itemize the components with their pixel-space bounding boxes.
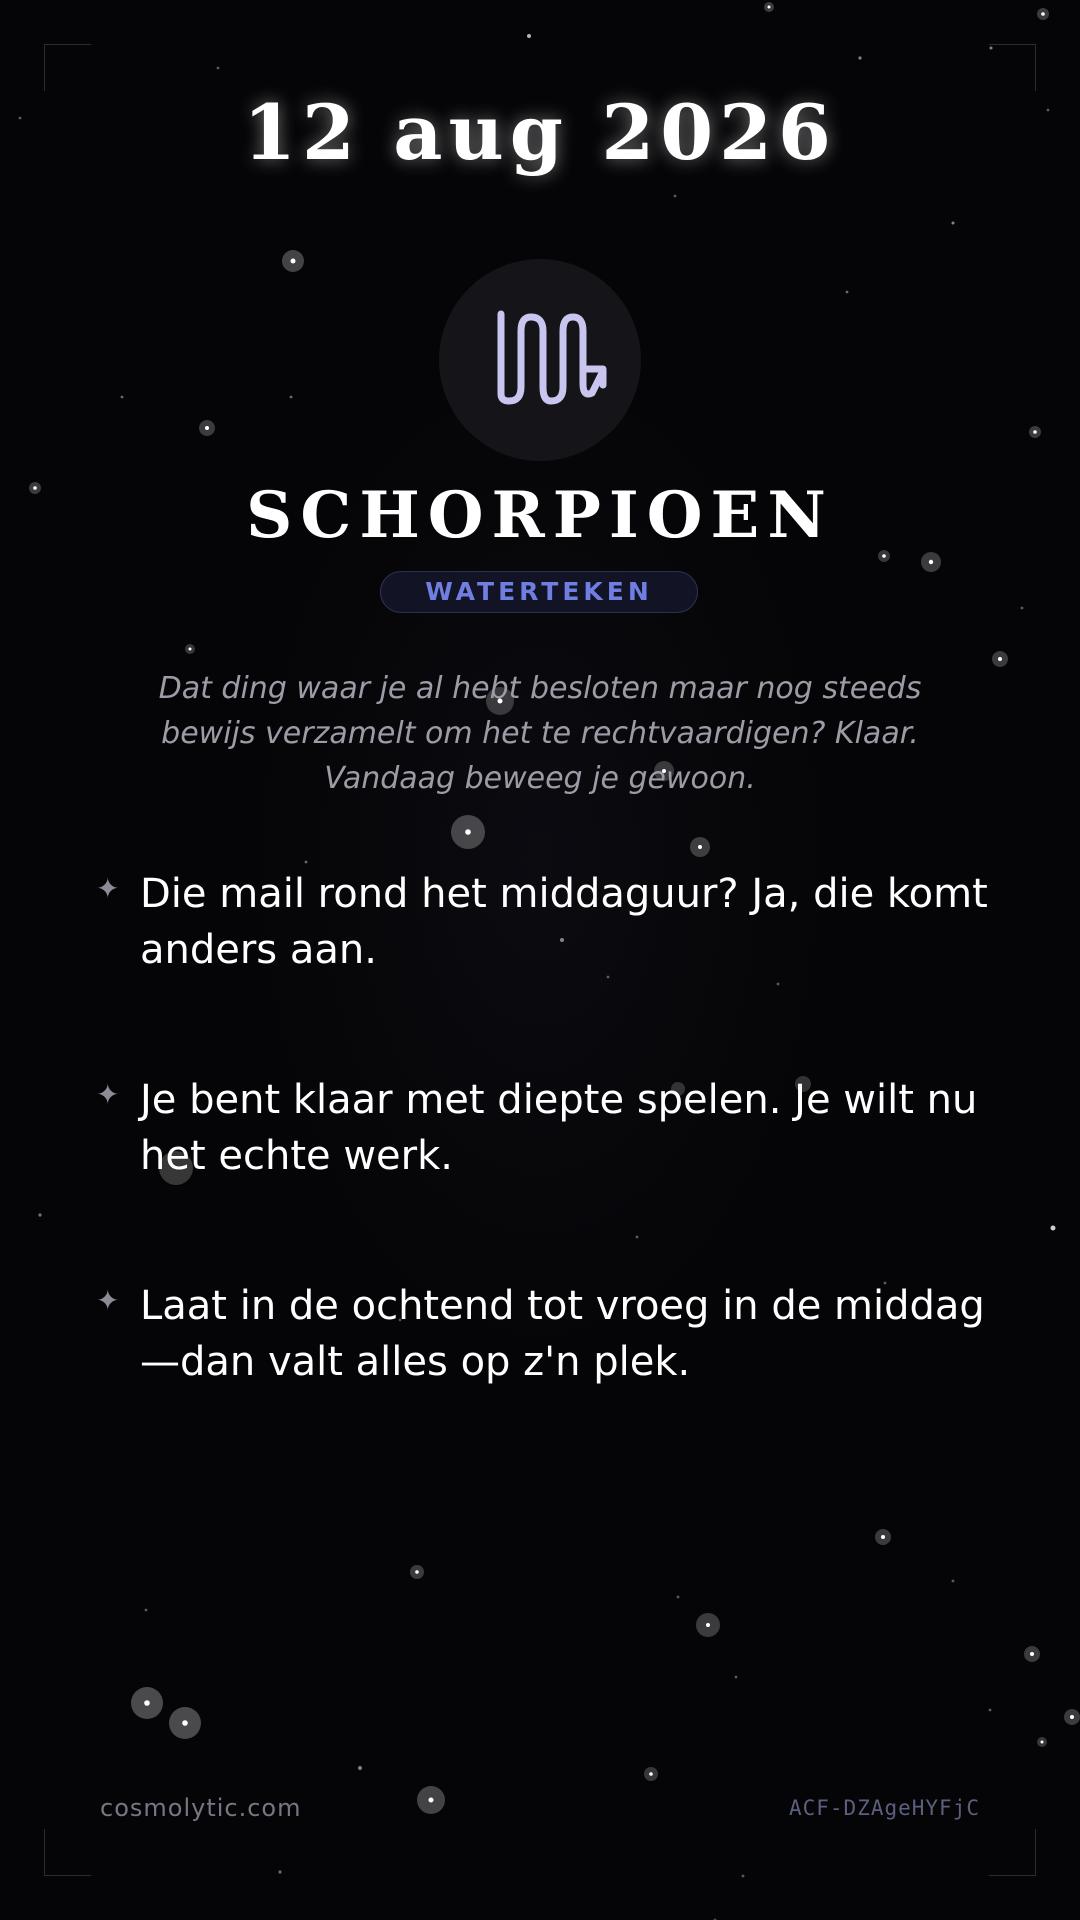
forecast-item-text: Laat in de ochtend tot vroeg in de middag—dan valt alles op z'n plek. — [140, 1283, 985, 1385]
forecast-item-text: Je bent klaar met diepte spelen. Je wilt nu het echte werk. — [140, 1077, 978, 1179]
element-badge: WATERTEKEN — [380, 571, 698, 613]
corner-frame-bottom-right — [989, 1829, 1036, 1876]
corner-frame-top-left — [44, 44, 91, 91]
zodiac-sign-badge — [439, 259, 641, 461]
footer-reference-code: ACF-DZAgeHYFjC — [788, 1796, 980, 1820]
forecast-item-text: Die mail rond het middaguur? Ja, die komt anders aan. — [140, 871, 988, 973]
corner-frame-bottom-left — [44, 1829, 91, 1876]
sign-title: SCHORPIOEN — [246, 478, 834, 553]
scorpio-glyph-icon — [439, 259, 641, 461]
date-heading: 12 aug 2026 — [243, 88, 837, 177]
sparkle-icon: ✦ — [96, 1284, 120, 1317]
sparkle-icon: ✦ — [96, 1078, 120, 1111]
intro-text: Dat ding waar je al hebt besloten maar nog steeds bewijs verzamelt om het te rechtvaardigen? Klaar. Vandaag beweeg je gewoon. — [158, 671, 922, 796]
corner-frame-top-right — [989, 44, 1036, 91]
footer-site-link[interactable]: cosmolytic.com — [100, 1794, 302, 1822]
sparkle-icon: ✦ — [96, 872, 120, 905]
